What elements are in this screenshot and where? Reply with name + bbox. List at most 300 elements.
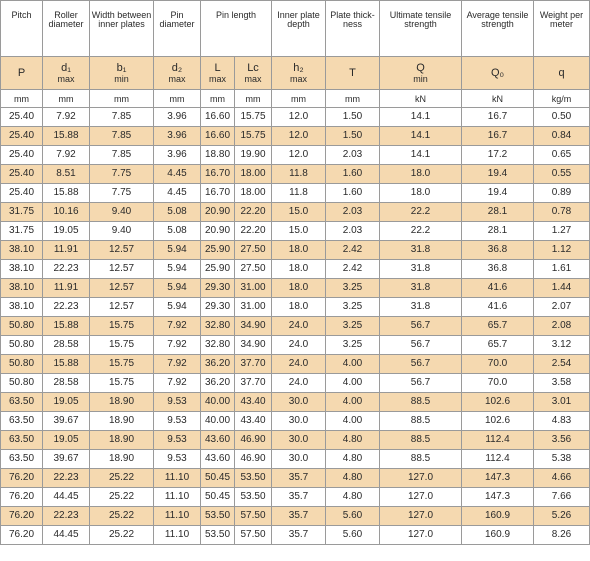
table-cell: 112.4 xyxy=(462,450,534,469)
table-cell: 18.80 xyxy=(201,146,235,165)
table-cell: 41.6 xyxy=(462,279,534,298)
table-row xyxy=(1,336,590,355)
table-cell: 4.83 xyxy=(534,412,590,431)
table-row xyxy=(1,355,590,374)
table-cell: 2.42 xyxy=(326,241,380,260)
table-cell: 12.0 xyxy=(272,127,326,146)
table-cell: 25.22 xyxy=(90,469,154,488)
table-cell: 16.70 xyxy=(201,165,235,184)
table-row xyxy=(1,298,590,317)
table-cell: 30.0 xyxy=(272,393,326,412)
column-header-label: Pin diameter xyxy=(159,10,195,29)
table-cell: 50.45 xyxy=(201,469,235,488)
column-header-label: Average tensile strength xyxy=(466,10,529,29)
table-cell: 11.91 xyxy=(43,279,90,298)
table-cell: 3.12 xyxy=(534,336,590,355)
table-body xyxy=(1,108,590,545)
table-cell: 22.2 xyxy=(380,222,462,241)
table-cell: 35.7 xyxy=(272,526,326,545)
table-cell: 1.61 xyxy=(534,260,590,279)
table-cell: 15.75 xyxy=(90,355,154,374)
table-cell: 36.8 xyxy=(462,241,534,260)
table-cell: 2.54 xyxy=(534,355,590,374)
table-cell: 50.80 xyxy=(1,355,43,374)
unit-cell: mm xyxy=(235,90,272,108)
table-cell: 5.60 xyxy=(326,526,380,545)
table-cell: 112.4 xyxy=(462,431,534,450)
table-cell: 0.78 xyxy=(534,203,590,222)
table-cell: 160.9 xyxy=(462,526,534,545)
table-cell: 4.00 xyxy=(326,393,380,412)
table-cell: 12.0 xyxy=(272,108,326,127)
table-cell: 18.0 xyxy=(380,165,462,184)
table-cell: 5.60 xyxy=(326,507,380,526)
table-cell: 9.40 xyxy=(90,203,154,222)
table-cell: 4.80 xyxy=(326,469,380,488)
symbol-cell xyxy=(462,57,534,90)
table-cell: 3.96 xyxy=(154,146,201,165)
table-cell: 18.90 xyxy=(90,393,154,412)
table-cell: 22.23 xyxy=(43,507,90,526)
table-cell: 15.88 xyxy=(43,355,90,374)
column-header xyxy=(1,1,43,57)
table-cell: 16.7 xyxy=(462,127,534,146)
table-cell: 15.88 xyxy=(43,127,90,146)
table-cell: 25.40 xyxy=(1,146,43,165)
table-cell: 50.45 xyxy=(201,488,235,507)
table-cell: 56.7 xyxy=(380,355,462,374)
table-cell: 63.50 xyxy=(1,450,43,469)
table-cell: 35.7 xyxy=(272,488,326,507)
table-cell: 3.25 xyxy=(326,298,380,317)
table-cell: 3.96 xyxy=(154,127,201,146)
table-cell: 5.94 xyxy=(154,298,201,317)
table-cell: 43.40 xyxy=(235,412,272,431)
table-row xyxy=(1,146,590,165)
table-cell: 28.1 xyxy=(462,203,534,222)
table-cell: 12.0 xyxy=(272,146,326,165)
table-cell: 1.60 xyxy=(326,165,380,184)
table-cell: 34.90 xyxy=(235,317,272,336)
table-cell: 57.50 xyxy=(235,507,272,526)
table-cell: 127.0 xyxy=(380,488,462,507)
table-cell: 38.10 xyxy=(1,260,43,279)
table-cell: 7.75 xyxy=(90,165,154,184)
table-cell: 3.58 xyxy=(534,374,590,393)
unit-cell: mm xyxy=(201,90,235,108)
table-cell: 70.0 xyxy=(462,374,534,393)
symbol-label: d₁ xyxy=(61,62,71,74)
table-row xyxy=(1,241,590,260)
table-cell: 46.90 xyxy=(235,431,272,450)
table-cell: 88.5 xyxy=(380,450,462,469)
symbol-label: Q₀ xyxy=(490,67,505,79)
table-cell: 4.00 xyxy=(326,412,380,431)
table-cell: 4.80 xyxy=(326,488,380,507)
column-header xyxy=(90,1,154,57)
table-cell: 30.0 xyxy=(272,450,326,469)
table-cell: 15.75 xyxy=(235,108,272,127)
table-cell: 53.50 xyxy=(201,507,235,526)
table-row xyxy=(1,108,590,127)
table-cell: 11.91 xyxy=(43,241,90,260)
symbol-cell xyxy=(534,57,590,90)
table-cell: 38.10 xyxy=(1,241,43,260)
table-cell: 15.0 xyxy=(272,222,326,241)
table-cell: 39.67 xyxy=(43,412,90,431)
table-cell: 76.20 xyxy=(1,488,43,507)
column-header xyxy=(154,1,201,57)
unit-cell: mm xyxy=(272,90,326,108)
table-row xyxy=(1,317,590,336)
column-header xyxy=(462,1,534,57)
table-cell: 31.75 xyxy=(1,222,43,241)
table-cell: 2.03 xyxy=(326,146,380,165)
column-header-label: Width between inner plates xyxy=(91,10,152,29)
table-cell: 56.7 xyxy=(380,374,462,393)
table-cell: 25.22 xyxy=(90,507,154,526)
symbol-label: b₁ xyxy=(116,62,127,74)
table-cell: 16.7 xyxy=(462,108,534,127)
table-cell: 18.0 xyxy=(272,298,326,317)
table-cell: 28.58 xyxy=(43,374,90,393)
symbol-cell xyxy=(235,57,272,90)
table-row xyxy=(1,412,590,431)
table-cell: 18.0 xyxy=(272,279,326,298)
table-cell: 36.20 xyxy=(201,355,235,374)
table-cell: 5.08 xyxy=(154,222,201,241)
table-cell: 24.0 xyxy=(272,317,326,336)
table-cell: 7.92 xyxy=(154,317,201,336)
table-cell: 43.40 xyxy=(235,393,272,412)
unit-cell: mm xyxy=(1,90,43,108)
table-cell: 127.0 xyxy=(380,507,462,526)
table-cell: 12.57 xyxy=(90,279,154,298)
symbol-qualifier: max xyxy=(208,74,226,84)
table-cell: 46.90 xyxy=(235,450,272,469)
symbol-label: Q xyxy=(416,62,425,74)
table-cell: 7.92 xyxy=(154,355,201,374)
table-cell: 11.10 xyxy=(154,507,201,526)
table-cell: 31.8 xyxy=(380,241,462,260)
table-cell: 30.0 xyxy=(272,412,326,431)
table-cell: 8.26 xyxy=(534,526,590,545)
table-cell: 12.57 xyxy=(90,298,154,317)
table-cell: 11.10 xyxy=(154,526,201,545)
table-cell: 7.92 xyxy=(154,374,201,393)
symbol-cell xyxy=(43,57,90,90)
table-cell: 63.50 xyxy=(1,393,43,412)
column-header xyxy=(380,1,462,57)
table-cell: 34.90 xyxy=(235,336,272,355)
table-cell: 19.05 xyxy=(43,393,90,412)
symbol-label: T xyxy=(349,67,356,79)
column-header-label: Inner plate depth xyxy=(277,10,320,29)
table-cell: 31.00 xyxy=(235,279,272,298)
table-cell: 15.75 xyxy=(90,317,154,336)
table-row xyxy=(1,127,590,146)
table-cell: 38.10 xyxy=(1,279,43,298)
symbol-label: q xyxy=(558,67,565,79)
header-row xyxy=(1,1,590,57)
symbol-row xyxy=(1,57,590,90)
table-cell: 9.53 xyxy=(154,450,201,469)
table-cell: 53.50 xyxy=(235,488,272,507)
table-row xyxy=(1,374,590,393)
table-cell: 19.4 xyxy=(462,165,534,184)
table-cell: 37.70 xyxy=(235,374,272,393)
table-cell: 18.0 xyxy=(380,184,462,203)
table-cell: 160.9 xyxy=(462,507,534,526)
table-cell: 102.6 xyxy=(462,412,534,431)
table-cell: 18.90 xyxy=(90,431,154,450)
table-cell: 31.75 xyxy=(1,203,43,222)
table-row xyxy=(1,469,590,488)
table-row xyxy=(1,450,590,469)
unit-cell: kg/m xyxy=(534,90,590,108)
table-cell: 28.58 xyxy=(43,336,90,355)
table-cell: 3.96 xyxy=(154,108,201,127)
table-cell: 14.1 xyxy=(380,108,462,127)
table-cell: 63.50 xyxy=(1,431,43,450)
table-cell: 4.66 xyxy=(534,469,590,488)
table-cell: 19.4 xyxy=(462,184,534,203)
symbol-label: d₂ xyxy=(171,62,183,74)
table-cell: 1.50 xyxy=(326,127,380,146)
table-cell: 4.80 xyxy=(326,450,380,469)
table-cell: 1.12 xyxy=(534,241,590,260)
table-cell: 9.53 xyxy=(154,412,201,431)
table-cell: 16.70 xyxy=(201,184,235,203)
table-cell: 30.0 xyxy=(272,431,326,450)
table-cell: 40.00 xyxy=(201,412,235,431)
table-cell: 15.88 xyxy=(43,184,90,203)
table-cell: 18.90 xyxy=(90,450,154,469)
table-cell: 9.40 xyxy=(90,222,154,241)
table-cell: 5.94 xyxy=(154,260,201,279)
table-cell: 44.45 xyxy=(43,488,90,507)
table-cell: 0.89 xyxy=(534,184,590,203)
table-cell: 4.80 xyxy=(326,431,380,450)
column-header-label: Plate thick-ness xyxy=(330,10,375,29)
table-cell: 31.8 xyxy=(380,279,462,298)
table-cell: 1.27 xyxy=(534,222,590,241)
table-cell: 3.25 xyxy=(326,336,380,355)
table-row xyxy=(1,222,590,241)
table-cell: 76.20 xyxy=(1,469,43,488)
table-row xyxy=(1,507,590,526)
table-cell: 0.65 xyxy=(534,146,590,165)
table-cell: 1.44 xyxy=(534,279,590,298)
table-cell: 9.53 xyxy=(154,431,201,450)
table-cell: 16.60 xyxy=(201,127,235,146)
table-cell: 65.7 xyxy=(462,336,534,355)
table-cell: 27.50 xyxy=(235,241,272,260)
table-cell: 22.20 xyxy=(235,203,272,222)
table-cell: 102.6 xyxy=(462,393,534,412)
unit-cell: mm xyxy=(43,90,90,108)
symbol-cell xyxy=(272,57,326,90)
table-cell: 4.45 xyxy=(154,184,201,203)
symbol-cell xyxy=(380,57,462,90)
table-cell: 11.8 xyxy=(272,184,326,203)
table-cell: 5.38 xyxy=(534,450,590,469)
table-cell: 7.92 xyxy=(43,108,90,127)
unit-cell: kN xyxy=(380,90,462,108)
symbol-cell xyxy=(201,57,235,90)
symbol-label: P xyxy=(17,67,26,79)
table-cell: 12.57 xyxy=(90,241,154,260)
table-cell: 3.01 xyxy=(534,393,590,412)
table-cell: 19.90 xyxy=(235,146,272,165)
symbol-qualifier: max xyxy=(57,74,75,84)
table-cell: 11.10 xyxy=(154,469,201,488)
table-cell: 88.5 xyxy=(380,393,462,412)
column-header xyxy=(534,1,590,57)
table-cell: 39.67 xyxy=(43,450,90,469)
table-cell: 25.40 xyxy=(1,127,43,146)
table-cell: 50.80 xyxy=(1,374,43,393)
table-cell: 5.08 xyxy=(154,203,201,222)
column-header-label: Weight per meter xyxy=(539,10,584,29)
table-cell: 36.8 xyxy=(462,260,534,279)
table-cell: 32.80 xyxy=(201,317,235,336)
table-row xyxy=(1,260,590,279)
table-cell: 5.94 xyxy=(154,279,201,298)
table-cell: 2.03 xyxy=(326,222,380,241)
table-row xyxy=(1,431,590,450)
table-cell: 28.1 xyxy=(462,222,534,241)
table-cell: 5.94 xyxy=(154,241,201,260)
table-cell: 0.84 xyxy=(534,127,590,146)
table-cell: 1.50 xyxy=(326,108,380,127)
table-cell: 22.2 xyxy=(380,203,462,222)
table-cell: 22.23 xyxy=(43,298,90,317)
table-cell: 22.23 xyxy=(43,260,90,279)
table-cell: 7.75 xyxy=(90,184,154,203)
table-cell: 25.40 xyxy=(1,108,43,127)
table-cell: 20.90 xyxy=(201,203,235,222)
table-cell: 24.0 xyxy=(272,374,326,393)
column-header-label: Pin length xyxy=(215,10,257,20)
table-cell: 147.3 xyxy=(462,488,534,507)
table-cell: 0.55 xyxy=(534,165,590,184)
table-cell: 43.60 xyxy=(201,450,235,469)
table-cell: 44.45 xyxy=(43,526,90,545)
table-cell: 12.57 xyxy=(90,260,154,279)
table-cell: 41.6 xyxy=(462,298,534,317)
table-cell: 14.1 xyxy=(380,146,462,165)
table-cell: 15.88 xyxy=(43,317,90,336)
table-row xyxy=(1,279,590,298)
symbol-qualifier: max xyxy=(168,74,186,84)
table-cell: 5.26 xyxy=(534,507,590,526)
column-header xyxy=(326,1,380,57)
table-cell: 56.7 xyxy=(380,317,462,336)
unit-cell: mm xyxy=(154,90,201,108)
table-cell: 35.7 xyxy=(272,469,326,488)
symbol-label: Lc xyxy=(247,62,259,74)
table-cell: 4.45 xyxy=(154,165,201,184)
table-cell: 18.00 xyxy=(235,165,272,184)
table-cell: 17.2 xyxy=(462,146,534,165)
table-cell: 37.70 xyxy=(235,355,272,374)
table-cell: 50.80 xyxy=(1,336,43,355)
table-cell: 56.7 xyxy=(380,336,462,355)
table-cell: 25.90 xyxy=(201,260,235,279)
table-cell: 147.3 xyxy=(462,469,534,488)
table-cell: 8.51 xyxy=(43,165,90,184)
symbol-qualifier: min xyxy=(413,74,428,84)
table-cell: 19.05 xyxy=(43,431,90,450)
table-cell: 24.0 xyxy=(272,355,326,374)
symbol-label: L xyxy=(214,62,221,74)
table-cell: 127.0 xyxy=(380,526,462,545)
table-row xyxy=(1,203,590,222)
symbol-label: h₂ xyxy=(293,62,304,74)
table-cell: 31.8 xyxy=(380,260,462,279)
table-cell: 88.5 xyxy=(380,431,462,450)
table-cell: 16.60 xyxy=(201,108,235,127)
symbol-cell xyxy=(1,57,43,90)
table-cell: 7.85 xyxy=(90,146,154,165)
table-row xyxy=(1,526,590,545)
table-cell: 10.16 xyxy=(43,203,90,222)
unit-cell: kN xyxy=(462,90,534,108)
table-cell: 31.8 xyxy=(380,298,462,317)
table-cell: 29.30 xyxy=(201,298,235,317)
table-cell: 4.00 xyxy=(326,374,380,393)
table-cell: 15.0 xyxy=(272,203,326,222)
table-cell: 2.03 xyxy=(326,203,380,222)
table-cell: 35.7 xyxy=(272,507,326,526)
table-cell: 15.75 xyxy=(235,127,272,146)
table-cell: 9.53 xyxy=(154,393,201,412)
table-cell: 24.0 xyxy=(272,336,326,355)
table-cell: 18.0 xyxy=(272,260,326,279)
table-cell: 76.20 xyxy=(1,507,43,526)
symbol-qualifier: max xyxy=(244,74,262,84)
table-cell: 1.60 xyxy=(326,184,380,203)
table-cell: 19.05 xyxy=(43,222,90,241)
symbol-cell xyxy=(326,57,380,90)
table-cell: 76.20 xyxy=(1,526,43,545)
table-cell: 7.92 xyxy=(43,146,90,165)
table-cell: 7.66 xyxy=(534,488,590,507)
table-cell: 22.20 xyxy=(235,222,272,241)
symbol-cell xyxy=(154,57,201,90)
table-cell: 15.75 xyxy=(90,336,154,355)
table-cell: 27.50 xyxy=(235,260,272,279)
table-cell: 36.20 xyxy=(201,374,235,393)
table-cell: 70.0 xyxy=(462,355,534,374)
table-cell: 4.00 xyxy=(326,355,380,374)
table-row xyxy=(1,184,590,203)
table-cell: 32.80 xyxy=(201,336,235,355)
unit-cell: mm xyxy=(326,90,380,108)
column-header xyxy=(43,1,90,57)
table-cell: 3.25 xyxy=(326,279,380,298)
table-cell: 25.40 xyxy=(1,165,43,184)
symbol-qualifier: max xyxy=(289,74,307,84)
column-header-label: Pitch xyxy=(11,10,32,20)
table-cell: 15.75 xyxy=(90,374,154,393)
table-cell: 18.90 xyxy=(90,412,154,431)
table-cell: 25.40 xyxy=(1,184,43,203)
table-cell: 20.90 xyxy=(201,222,235,241)
table-cell: 38.10 xyxy=(1,298,43,317)
table-cell: 63.50 xyxy=(1,412,43,431)
